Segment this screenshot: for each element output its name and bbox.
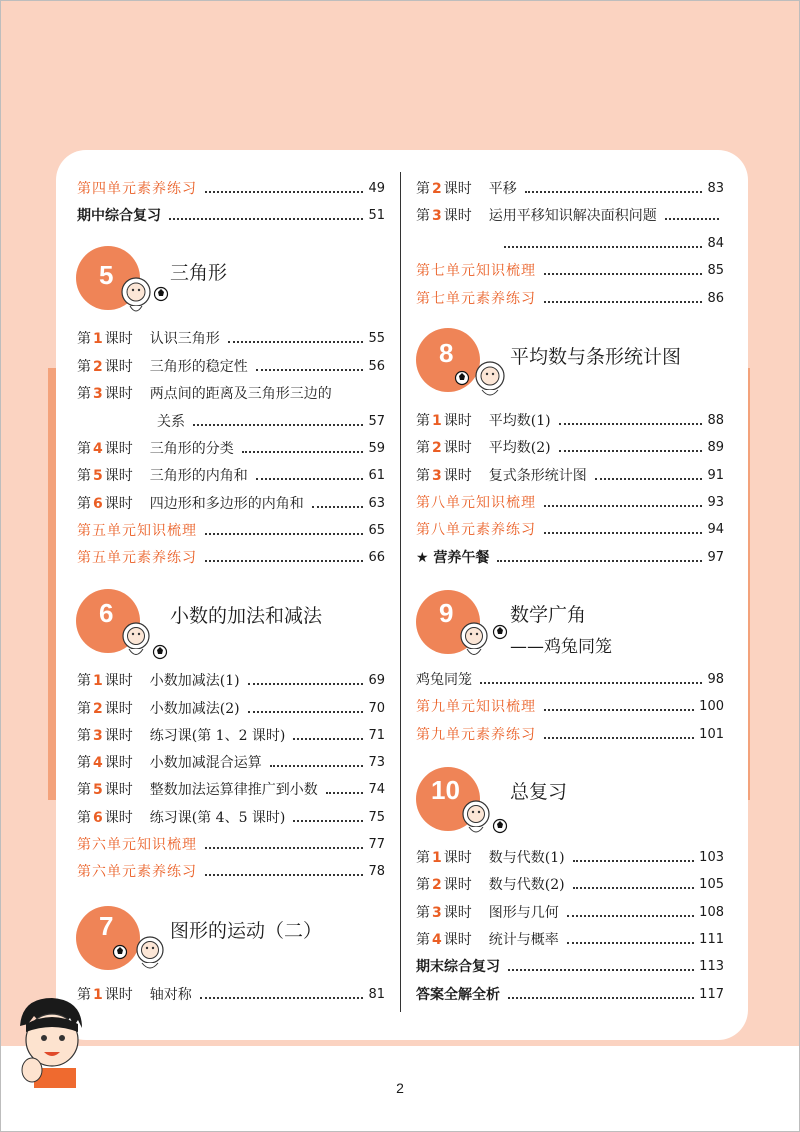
- entry-title: 第八单元素养练习: [416, 522, 536, 538]
- page-ref: 66: [368, 550, 385, 565]
- page-ref: 56: [368, 359, 385, 374]
- toc-entry[interactable]: [416, 845, 724, 867]
- lion-mascot-illustration: [458, 618, 510, 664]
- dot-leader: [544, 532, 702, 534]
- page-ref: 63: [368, 496, 385, 511]
- lesson-number: 1: [432, 850, 442, 866]
- page-ref: 86: [707, 291, 724, 306]
- toc-entry[interactable]: [77, 354, 385, 376]
- dot-leader: [326, 792, 364, 794]
- lesson-title: 练习课(第 1、2 课时): [149, 728, 286, 744]
- dot-leader: [248, 711, 364, 713]
- entry-title: 第七单元知识梳理: [416, 263, 536, 279]
- lesson-prefix: 第: [416, 208, 430, 224]
- lesson-prefix: 第: [416, 468, 430, 484]
- toc-entry[interactable]: [77, 463, 385, 485]
- dot-leader: [504, 246, 702, 248]
- page-ref: 81: [368, 987, 385, 1002]
- toc-entry[interactable]: [77, 805, 385, 827]
- toc-entry[interactable]: [416, 545, 724, 567]
- lion-mascot-illustration: [118, 620, 176, 664]
- entry-title: 第四单元素养练习: [77, 181, 197, 197]
- dot-leader: [595, 478, 703, 480]
- dot-leader: [205, 191, 363, 193]
- dot-leader: [248, 683, 364, 685]
- entry-title: 第九单元知识梳理: [416, 699, 536, 715]
- toc-entry[interactable]: [416, 435, 724, 457]
- page-ref: 70: [368, 701, 385, 716]
- lesson-number: 4: [93, 755, 103, 771]
- lesson-suffix: 课时: [443, 440, 472, 456]
- dot-leader: [200, 997, 364, 999]
- lesson-number: 2: [432, 440, 442, 456]
- lesson-prefix: 第: [416, 877, 430, 893]
- page-ref: 91: [707, 468, 724, 483]
- lesson-title: 认识三角形: [149, 331, 220, 347]
- toc-entry[interactable]: [416, 408, 724, 430]
- page-ref: 49: [368, 181, 385, 196]
- toc-entry[interactable]: [77, 326, 385, 348]
- dot-leader: [508, 997, 694, 999]
- dot-leader: [508, 969, 694, 971]
- entry-title: 第五单元素养练习: [77, 550, 197, 566]
- lesson-number: 3: [432, 208, 442, 224]
- lesson-suffix: 课时: [104, 755, 133, 771]
- toc-entry[interactable]: [77, 750, 385, 772]
- toc-entry[interactable]: [77, 203, 385, 225]
- dot-leader: [205, 874, 363, 876]
- page-ref: 65: [368, 523, 385, 538]
- lesson-number: 5: [93, 468, 103, 484]
- lesson-prefix: 第: [416, 932, 430, 948]
- toc-entry[interactable]: [416, 694, 724, 716]
- dot-leader: [193, 424, 363, 426]
- unit-number: 8: [439, 338, 454, 368]
- lesson-number: 1: [93, 673, 103, 689]
- dot-leader: [205, 560, 363, 562]
- lesson-suffix: 课时: [443, 932, 472, 948]
- lesson-title: 平均数(1): [488, 413, 551, 429]
- toc-entry[interactable]: [157, 409, 385, 431]
- lesson-title: 运用平移知识解决面积问题: [488, 208, 657, 224]
- page-ref: 83: [707, 181, 724, 196]
- lesson-title: 两点间的距离及三角形三边的: [149, 386, 332, 402]
- toc-entry[interactable]: [77, 832, 385, 854]
- toc-entry[interactable]: [77, 696, 385, 718]
- entry-title: 第六单元知识梳理: [77, 837, 197, 853]
- lesson-number: 2: [93, 359, 103, 375]
- dot-leader: [256, 369, 364, 371]
- page-ref: 77: [368, 837, 385, 852]
- lesson-prefix: 第: [77, 755, 91, 771]
- lesson-title: 练习课(第 4、5 课时): [149, 810, 286, 826]
- toc-entry[interactable]: [77, 491, 385, 513]
- lesson-number: 3: [432, 905, 442, 921]
- dot-leader: [559, 423, 703, 425]
- lion-mascot-illustration: [112, 932, 172, 976]
- lesson-suffix: 课时: [443, 905, 472, 921]
- page-ref: 103: [699, 850, 724, 865]
- lesson-number: 4: [432, 932, 442, 948]
- lesson-title: 三角形的内角和: [149, 468, 248, 484]
- page-ref: 55: [368, 331, 385, 346]
- toc-entry[interactable]: [496, 231, 724, 253]
- unit-title: 总复习: [510, 781, 568, 803]
- unit-number: 10: [431, 775, 460, 805]
- lesson-number: 5: [93, 782, 103, 798]
- unit-title: 三角形: [170, 262, 228, 284]
- dot-leader: [270, 765, 364, 767]
- page-number: 2: [396, 1080, 404, 1096]
- lesson-suffix: 课时: [104, 987, 133, 1003]
- lesson-number: 2: [432, 181, 442, 197]
- entry-title: ★ 营养午餐: [416, 550, 490, 566]
- toc-entry[interactable]: [77, 668, 385, 690]
- lesson-title: 三角形的分类: [149, 441, 234, 457]
- lesson-prefix: 第: [416, 850, 430, 866]
- lesson-prefix: 第: [416, 440, 430, 456]
- page-ref: 71: [368, 728, 385, 743]
- lesson-number: 2: [93, 701, 103, 717]
- entry-title: 答案全解全析: [416, 987, 500, 1003]
- toc-entry[interactable]: [416, 517, 724, 539]
- unit-title: 平均数与条形统计图: [510, 346, 682, 368]
- page-ref: 61: [368, 468, 385, 483]
- toc-entry[interactable]: [77, 723, 385, 745]
- page-ref: 84: [707, 236, 724, 251]
- dot-leader: [567, 942, 694, 944]
- lesson-suffix: 课时: [443, 850, 472, 866]
- toc-entry[interactable]: [416, 872, 724, 894]
- lesson-title: 数与代数(1): [488, 850, 565, 866]
- lesson-title: 小数加减混合运算: [149, 755, 262, 771]
- lesson-prefix: 第: [416, 413, 430, 429]
- unit-title: 图形的运动（二）: [170, 920, 323, 942]
- lesson-suffix: 课时: [104, 782, 133, 798]
- lesson-prefix: 第: [416, 181, 430, 197]
- unit-title: 小数的加法和减法: [170, 605, 323, 627]
- toc-entry[interactable]: [77, 176, 385, 198]
- lesson-suffix: 课时: [443, 208, 472, 224]
- page-ref: 74: [368, 782, 385, 797]
- lesson-suffix: 课时: [443, 181, 472, 197]
- entry-title: 第五单元知识梳理: [77, 523, 197, 539]
- lesson-title: 轴对称: [149, 987, 192, 1003]
- unit-number: 6: [99, 598, 114, 628]
- dot-leader: [544, 709, 694, 711]
- page-ref: 98: [707, 672, 724, 687]
- entry-title: 第六单元素养练习: [77, 864, 197, 880]
- lesson-number: 3: [93, 386, 103, 402]
- page-ref: 85: [707, 263, 724, 278]
- lion-mascot-illustration: [454, 358, 510, 404]
- boy-mascot-illustration: [14, 996, 86, 1088]
- lesson-title: 小数加减法(2): [149, 701, 240, 717]
- dot-leader: [256, 478, 364, 480]
- lesson-suffix: 课时: [443, 877, 472, 893]
- page-ref: 101: [699, 727, 724, 742]
- page-ref: 73: [368, 755, 385, 770]
- dot-leader: [205, 847, 363, 849]
- dot-leader: [544, 301, 702, 303]
- page-ref: 78: [368, 864, 385, 879]
- toc-entry[interactable]: [77, 381, 385, 403]
- dot-leader: [544, 273, 702, 275]
- dot-leader: [293, 820, 363, 822]
- toc-entry[interactable]: [77, 436, 385, 458]
- entry-title: 期末综合复习: [416, 959, 500, 975]
- page-ref: 111: [699, 932, 724, 947]
- lesson-number: 2: [432, 877, 442, 893]
- dot-leader: [544, 505, 702, 507]
- dot-leader: [497, 560, 702, 562]
- page-ref: 93: [707, 495, 724, 510]
- page-ref: 105: [699, 877, 724, 892]
- toc-entry[interactable]: [77, 982, 385, 1004]
- lesson-prefix: 第: [77, 728, 91, 744]
- lesson-prefix: 第: [77, 386, 91, 402]
- dot-leader: [573, 887, 695, 889]
- dot-leader: [525, 191, 703, 193]
- lesson-prefix: 第: [77, 701, 91, 717]
- page-ref: 89: [707, 440, 724, 455]
- toc-entry[interactable]: [416, 258, 724, 280]
- lesson-suffix: 课时: [104, 810, 133, 826]
- toc-entry[interactable]: [77, 777, 385, 799]
- dot-leader: [205, 533, 363, 535]
- dot-leader: [228, 341, 364, 343]
- page-ref: 57: [368, 414, 385, 429]
- lesson-prefix: 第: [77, 987, 91, 1003]
- page-ref: 51: [368, 208, 385, 223]
- lesson-title: 平移: [488, 181, 517, 197]
- toc-entry[interactable]: [416, 203, 724, 225]
- entry-title: 第八单元知识梳理: [416, 495, 536, 511]
- page-ref: 117: [699, 987, 724, 1002]
- page-ref: 69: [368, 673, 385, 688]
- unit-number: 5: [99, 260, 114, 290]
- lesson-suffix: 课时: [104, 701, 133, 717]
- lesson-title: 小数加减法(1): [149, 673, 240, 689]
- lesson-title: 整数加法运算律推广到小数: [149, 782, 318, 798]
- entry-title: 期中综合复习: [77, 208, 161, 224]
- toc-entry[interactable]: [416, 722, 724, 744]
- dot-leader: [480, 682, 702, 684]
- toc-entry[interactable]: [416, 176, 724, 198]
- unit-subtitle: ——鸡兔同笼: [510, 637, 612, 657]
- page-ref: 100: [699, 699, 724, 714]
- page-ref: 113: [699, 959, 724, 974]
- lesson-title: 图形与几何: [488, 905, 559, 921]
- lesson-number: 6: [93, 810, 103, 826]
- lesson-suffix: 课时: [104, 673, 133, 689]
- toc-entry[interactable]: [416, 927, 724, 949]
- toc-entry[interactable]: [77, 518, 385, 540]
- dot-leader: [573, 860, 695, 862]
- lesson-prefix: 第: [77, 468, 91, 484]
- dot-leader: [665, 218, 719, 220]
- toc-entry[interactable]: [416, 286, 724, 308]
- toc-entry[interactable]: [416, 900, 724, 922]
- unit-title: 数学广角: [510, 604, 587, 626]
- lesson-number: 1: [432, 413, 442, 429]
- toc-entry[interactable]: [77, 859, 385, 881]
- lesson-prefix: 第: [77, 496, 91, 512]
- toc-entry[interactable]: [77, 545, 385, 567]
- entry-title-continued: 关系: [157, 414, 185, 430]
- page-ref: 108: [699, 905, 724, 920]
- dot-leader: [169, 218, 363, 220]
- lesson-prefix: 第: [77, 782, 91, 798]
- toc-entry[interactable]: [416, 954, 724, 976]
- lesson-number: 1: [93, 987, 103, 1003]
- lesson-suffix: 课时: [104, 496, 133, 512]
- lesson-prefix: 第: [77, 331, 91, 347]
- page-ref: 97: [707, 550, 724, 565]
- lesson-title: 三角形的稳定性: [149, 359, 248, 375]
- lesson-title: 四边形和多边形的内角和: [149, 496, 304, 512]
- dot-leader: [312, 506, 364, 508]
- toc-entry[interactable]: [416, 667, 724, 689]
- lesson-suffix: 课时: [104, 468, 133, 484]
- lesson-title: 复式条形统计图: [488, 468, 587, 484]
- lesson-prefix: 第: [77, 441, 91, 457]
- entry-title: 鸡兔同笼: [416, 672, 472, 688]
- lesson-title: 数与代数(2): [488, 877, 565, 893]
- toc-entry[interactable]: [416, 982, 724, 1004]
- page-ref: 75: [368, 810, 385, 825]
- dot-leader: [242, 451, 364, 453]
- unit-number: 9: [439, 598, 454, 628]
- lesson-prefix: 第: [77, 359, 91, 375]
- dot-leader: [544, 737, 694, 739]
- entry-title: 第九单元素养练习: [416, 727, 536, 743]
- page-ref: 88: [707, 413, 724, 428]
- lesson-number: 4: [93, 441, 103, 457]
- lesson-suffix: 课时: [104, 331, 133, 347]
- column-divider: [400, 172, 401, 1012]
- page-ref: 94: [707, 522, 724, 537]
- toc-entry[interactable]: [416, 490, 724, 512]
- lesson-suffix: 课时: [104, 728, 133, 744]
- lesson-number: 3: [93, 728, 103, 744]
- lesson-number: 1: [93, 331, 103, 347]
- dot-leader: [567, 915, 694, 917]
- lesson-prefix: 第: [416, 905, 430, 921]
- dot-leader: [293, 738, 363, 740]
- lesson-suffix: 课时: [104, 386, 133, 402]
- lesson-suffix: 课时: [443, 413, 472, 429]
- lesson-title: 统计与概率: [488, 932, 559, 948]
- unit-number: 7: [99, 911, 114, 941]
- lesson-suffix: 课时: [104, 359, 133, 375]
- entry-title: 第七单元素养练习: [416, 291, 536, 307]
- lion-mascot-illustration: [458, 798, 514, 838]
- lesson-prefix: 第: [77, 673, 91, 689]
- lesson-title: 平均数(2): [488, 440, 551, 456]
- toc-entry[interactable]: [416, 463, 724, 485]
- lesson-suffix: 课时: [443, 468, 472, 484]
- dot-leader: [559, 450, 703, 452]
- lesson-number: 3: [432, 468, 442, 484]
- lion-mascot-illustration: [118, 272, 176, 322]
- page-ref: 59: [368, 441, 385, 456]
- lesson-suffix: 课时: [104, 441, 133, 457]
- lesson-prefix: 第: [77, 810, 91, 826]
- lesson-number: 6: [93, 496, 103, 512]
